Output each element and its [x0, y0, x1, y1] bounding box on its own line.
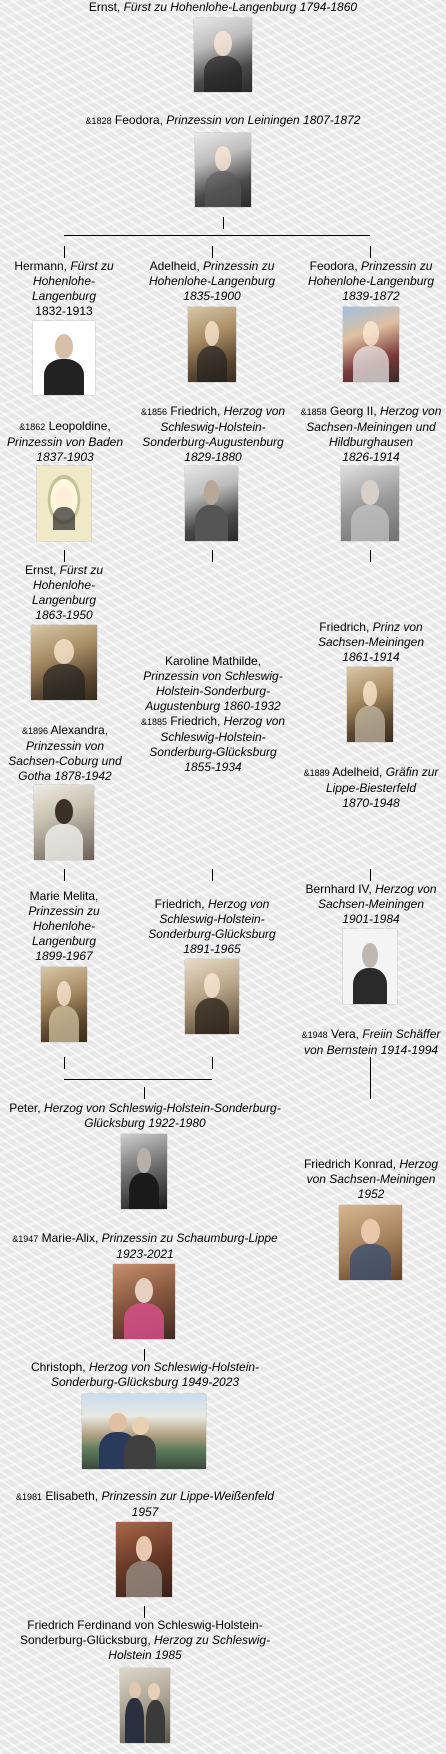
- person-dates: 1891-1965: [183, 942, 241, 956]
- person-georg-ii: [296, 404, 446, 465]
- person-bernhard-iv: [296, 882, 446, 927]
- portrait-feodora-1807[interactable]: [195, 133, 251, 207]
- portrait-christoph[interactable]: [82, 1394, 206, 1469]
- person-friedrich-sachsen-meiningen: [296, 620, 446, 665]
- person-title-line: Schleswig-Holstein-: [160, 730, 266, 744]
- portrait-hermann[interactable]: [33, 321, 95, 395]
- connector: [64, 1079, 212, 1080]
- person-title-line: Lippe-Biesterfeld: [325, 781, 417, 795]
- person-dates: 1861-1914: [342, 650, 400, 664]
- person-name: Friedrich Ferdinand von Schleswig-Holstein-: [27, 1618, 263, 1632]
- connector: [64, 1057, 65, 1069]
- person-name: Feodora,: [309, 259, 358, 273]
- portrait-elisabeth[interactable]: [116, 1522, 172, 1597]
- person-vera: [296, 1027, 446, 1058]
- marriage-symbol: &1858: [300, 407, 327, 417]
- person-name: Karoline Mathilde,: [164, 654, 262, 668]
- person-dates: 1837-1903: [36, 450, 94, 464]
- connector: [370, 246, 371, 258]
- person-title-line: Sachsen-Meiningen: [317, 897, 425, 911]
- person-name: Elisabeth,: [45, 1489, 99, 1503]
- person-dates: Glücksburg 1922-1980: [84, 1116, 206, 1130]
- connector: [64, 235, 370, 236]
- person-karoline-mathilde: [128, 654, 298, 714]
- person-name: Marie Melita,: [29, 889, 99, 903]
- person-feodora-1839: [296, 259, 446, 304]
- person-christoph: [0, 1360, 290, 1390]
- person-friedrich-augustenburg: [132, 404, 294, 465]
- person-dates: von Bernstein 1914-1994: [303, 1043, 439, 1057]
- portrait-ernst-1863[interactable]: [31, 625, 97, 700]
- person-title: Fürst zu: [59, 563, 104, 577]
- person-title-line: Hohenlohe-: [32, 274, 96, 288]
- person-dates: 1870-1948: [342, 796, 400, 810]
- person-dates: 1835-1900: [183, 289, 241, 303]
- connector: [212, 246, 213, 258]
- person-name: Ernst,: [24, 563, 57, 577]
- person-dates: 1923-2021: [116, 1247, 174, 1261]
- connector: [64, 246, 65, 258]
- person-dates: 1899-1967: [35, 949, 93, 963]
- portrait-marie-alix[interactable]: [113, 1264, 175, 1339]
- person-title-line: Prinzessin von Baden: [6, 435, 124, 449]
- person-title: Prinzessin zu: [361, 259, 433, 273]
- person-title: Herzog von: [207, 897, 270, 911]
- person-elisabeth: [0, 1489, 290, 1520]
- person-name: Friedrich,: [170, 404, 221, 418]
- marriage-symbol: &1885: [140, 717, 167, 727]
- connector: [144, 1606, 145, 1618]
- person-title: Herzog von: [380, 404, 442, 418]
- person-title: Herzog von Schleswig-Holstein-: [88, 1360, 260, 1374]
- person-alexandra: [0, 723, 130, 784]
- person-dates: 1957: [131, 1505, 159, 1519]
- connector: [64, 869, 65, 881]
- person-title-line: Hildburghausen: [328, 435, 414, 449]
- portrait-alexandra[interactable]: [34, 785, 94, 860]
- portrait-friedrich-augustenburg[interactable]: [185, 466, 238, 541]
- person-title: Herzog von: [223, 714, 286, 728]
- portrait-friedrich-sachsen-meiningen[interactable]: [347, 667, 393, 742]
- person-name: Adelheid,: [149, 259, 200, 273]
- person-title: Prinzessin von Leiningen 1807-1872: [166, 113, 361, 127]
- person-title: Herzog: [399, 1157, 439, 1171]
- person-name: Hermann,: [14, 259, 67, 273]
- person-title: Prinzessin zur Lippe-Weißenfeld: [101, 1489, 274, 1503]
- person-title-line: Holstein-Sonderburg-: [155, 684, 271, 698]
- portrait-marie-melita[interactable]: [41, 967, 87, 1042]
- marriage-symbol: &1862: [19, 422, 46, 432]
- person-marie-alix: [0, 1231, 290, 1262]
- portrait-georg-ii[interactable]: [341, 466, 399, 541]
- person-title-line: Langenburg: [31, 593, 97, 607]
- person-title-line: Hohenlohe-: [32, 578, 96, 592]
- connector: [212, 1057, 213, 1069]
- person-name: Alexandra,: [50, 723, 109, 737]
- person-title-line: Hohenlohe-Langenburg: [148, 274, 276, 288]
- person-feodora-1807: [40, 113, 406, 129]
- person-adelheid-lippe: [296, 765, 446, 811]
- person-dates: 1839-1872: [342, 289, 400, 303]
- person-title-line: Sachsen-Meiningen: [317, 635, 425, 649]
- person-title: Herzog zu Schleswig-: [154, 1633, 271, 1647]
- marriage-symbol: &1947: [12, 1234, 39, 1244]
- person-dates: 1855-1934: [184, 760, 242, 774]
- person-title: Prinzessin zu: [203, 259, 275, 273]
- connector: [144, 1087, 145, 1099]
- person-title: Freiin Schäffer: [362, 1027, 441, 1041]
- person-name: Georg II,: [329, 404, 377, 418]
- person-name: Friedrich,: [170, 714, 221, 728]
- portrait-friedrich-ferdinand[interactable]: [120, 1668, 170, 1743]
- person-title: Herzog von: [375, 882, 437, 896]
- person-marie-melita: [4, 889, 124, 964]
- person-ernst-1863: [4, 563, 124, 623]
- person-name: Peter,: [9, 1101, 41, 1115]
- connector: [370, 869, 371, 881]
- person-title-line: Prinzessin von Schleswig-: [143, 669, 283, 683]
- person-title: Gräfin zur: [385, 765, 439, 779]
- person-friedrich-1891: [136, 897, 288, 957]
- person-title: Herzog von: [223, 404, 286, 418]
- person-title-line: Hohenlohe-Langenburg: [307, 274, 435, 288]
- person-name: Leopoldine,: [48, 419, 111, 433]
- person-title-line: Sachsen-Coburg und: [8, 754, 122, 768]
- person-title-line: Sonderburg-Glücksburg: [149, 745, 277, 759]
- portrait-friedrich-1891[interactable]: [185, 959, 239, 1034]
- person-dates: Gotha 1878-1942: [18, 769, 112, 783]
- person-name: Marie-Alix,: [41, 1231, 99, 1245]
- person-ernst-1794: [40, 0, 406, 15]
- person-name: Friedrich,: [319, 620, 370, 634]
- person-title-line: Sonderburg-Augustenburg: [142, 435, 284, 449]
- person-dates: Sonderburg-Glücksburg 1949-2023: [50, 1375, 240, 1389]
- person-name: Ernst,: [88, 0, 121, 14]
- person-friedrich-ferdinand: [0, 1618, 290, 1663]
- marriage-symbol: &1828: [85, 116, 112, 126]
- person-friedrich-gluecksburg-1855: [128, 714, 298, 775]
- connector: [212, 869, 213, 881]
- person-name: Bernhard IV,: [305, 882, 372, 896]
- person-leopoldine: [0, 419, 130, 465]
- person-friedrich-konrad: [296, 1157, 446, 1202]
- person-dates: Holstein 1985: [108, 1648, 182, 1662]
- person-title-line: Prinzessin von: [25, 739, 105, 753]
- person-name: Feodora,: [114, 113, 163, 127]
- person-adelheid: [137, 259, 287, 304]
- marriage-symbol: &1948: [301, 1030, 328, 1040]
- person-title-line: Sachsen-Meiningen und: [306, 420, 436, 434]
- person-dates: 1829-1880: [184, 450, 242, 464]
- person-peter: [0, 1101, 290, 1131]
- portrait-peter[interactable]: [121, 1134, 167, 1209]
- person-name: Christoph,: [30, 1360, 86, 1374]
- person-name: Adelheid,: [332, 765, 383, 779]
- person-title: Prinzessin zu Schaumburg-Lippe: [101, 1231, 278, 1245]
- connector: [370, 550, 371, 562]
- portrait-leopoldine[interactable]: [37, 466, 91, 541]
- marriage-symbol: &1896: [21, 726, 48, 736]
- person-dates: Augustenburg 1860-1932: [145, 699, 281, 713]
- portrait-bernhard-iv[interactable]: [343, 929, 397, 1004]
- person-title-line: Langenburg: [31, 289, 97, 303]
- person-hermann: [4, 259, 124, 319]
- person-title-line: Schleswig-Holstein-: [160, 420, 266, 434]
- person-title-line: Prinzessin zu: [28, 904, 100, 918]
- person-title-line: Schleswig-Holstein-: [159, 912, 265, 926]
- person-dates: 1826-1914: [342, 450, 400, 464]
- person-title-line: Sonderburg-Glücksburg: [148, 927, 276, 941]
- person-dates: 1952: [357, 1187, 385, 1201]
- portrait-friedrich-konrad[interactable]: [339, 1205, 402, 1280]
- person-dates: 1832-1913: [35, 304, 93, 318]
- person-name-line: Sonderburg-Glücksburg,: [19, 1633, 151, 1647]
- marriage-symbol: &1856: [140, 407, 167, 417]
- connector: [223, 217, 224, 229]
- marriage-symbol: &1981: [16, 1492, 43, 1502]
- portrait-adelheid[interactable]: [188, 307, 236, 382]
- person-title: Fürst zu Hohenlohe-Langenburg 1794-1860: [123, 0, 358, 14]
- person-title: Fürst zu: [70, 259, 114, 273]
- person-title-line: Langenburg: [31, 934, 97, 948]
- connector: [212, 550, 213, 562]
- portrait-feodora-1839[interactable]: [343, 307, 399, 382]
- marriage-symbol: &1889: [303, 768, 330, 778]
- person-name: Vera,: [330, 1027, 360, 1041]
- person-name: Friedrich Konrad,: [303, 1157, 396, 1171]
- connector: [370, 1057, 371, 1099]
- connector: [64, 550, 65, 562]
- portrait-ernst-1794[interactable]: [194, 18, 252, 92]
- person-dates: 1901-1984: [342, 912, 400, 926]
- person-name: Friedrich,: [154, 897, 205, 911]
- person-title: Herzog von Schleswig-Holstein-Sonderburg-: [43, 1101, 281, 1115]
- person-title-line: Hohenlohe-: [32, 919, 96, 933]
- person-title-line: von Sachsen-Meiningen: [306, 1172, 436, 1186]
- person-title: Prinz von: [372, 620, 423, 634]
- person-dates: 1863-1950: [35, 608, 93, 622]
